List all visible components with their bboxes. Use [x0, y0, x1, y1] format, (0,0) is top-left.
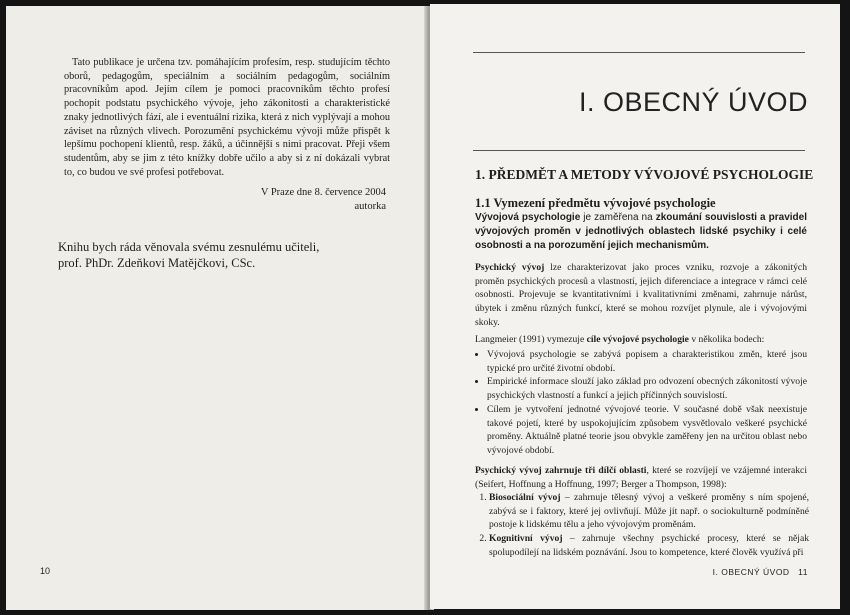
- dedication: [58, 239, 388, 271]
- chapter-title: 1. PŘEDMĚT A METODY VÝVOJOVÉ PSYCHOLOGIE: [475, 167, 814, 182]
- list-item: [489, 491, 809, 532]
- definition-paragraph: [475, 211, 807, 252]
- dedication-line: Knihu bych ráda věnovala svému zesnulému učiteli,: [58, 240, 320, 254]
- definition-term: Vývojová psychologie: [475, 212, 581, 223]
- signature-author: autorka: [354, 201, 386, 212]
- definition-body: zkoumání souvislosti a pravidel vývojových proměn v jednotlivých oblastech lidské psychiky i celé osobnosti a na porozumění jejich mechanismům.: [475, 212, 807, 251]
- running-footer: [713, 567, 808, 577]
- goals-list: [475, 348, 807, 458]
- paragraph-psychic-development: [475, 261, 807, 330]
- title-rule: [473, 150, 805, 151]
- paragraph-body: lze charakterizovat jako proces vzniku, rozvoje a zákonitých proměn psychických procesů a vlastností, jejich diferenciace a integrace v rámci celé osobnosti. Projevuje se kvantitativními i kvalitativními změnami, zahrnuje nárůst, úbytek i změnu různých funkcí, které se mohou rozvíjet plynule, ale i vývojovými skoky.: [475, 262, 807, 328]
- areas-list: [475, 491, 809, 560]
- item-body: – zahrnuje všechny psychické procesy, které se nějak spolupodílejí na lidském poznávání. Jsou to kompetence, které člověk využívá při: [489, 533, 809, 558]
- definition-connector: je zaměřena na: [580, 212, 656, 223]
- list-item: • Vývojová psychologie se zabývá popisem a charakteristikou změn, které jsou typické pro určité životní období.: [487, 348, 807, 375]
- paragraph-goals: [475, 333, 807, 347]
- paragraph-term: Psychický vývoj: [475, 262, 545, 273]
- part-title: I. OBECNÝ ÚVOD: [578, 87, 808, 117]
- item-term: Biosociální vývoj: [489, 492, 561, 503]
- paragraph-text: Langmeier (1991) vymezuje: [475, 334, 587, 345]
- paragraph-text: v několika bodech:: [688, 334, 765, 345]
- footer-title: I. OBECNÝ ÚVOD: [712, 567, 790, 577]
- page-number-right: 11: [798, 567, 808, 577]
- paragraph-term: cíle vývojové psychologie: [586, 334, 689, 345]
- page-number-left: 10: [40, 566, 51, 576]
- item-body: – zahrnuje tělesný vývoj a veškeré proměny s ním spojené, zabývá se i faktory, které jej ovlivňují. Může jít např. o sociokulturně podmíněné postoje k lidskému tělu a jeho vývojovým proměnám.: [489, 492, 810, 531]
- item-term: Kognitivní vývoj: [489, 533, 563, 545]
- right-page: [430, 4, 840, 609]
- signature-date: V Praze dne 8. července 2004: [260, 187, 386, 198]
- preface-text: [64, 56, 390, 179]
- list-item: • Empirické informace slouží jako základ pro odvození obecných zákonitostí vývoje psychických vlastností a funkcí a jejich příčinných souvislostí.: [487, 375, 807, 402]
- section-title: 1.1 Vymezení předmětu vývojové psychologie: [475, 196, 716, 210]
- paragraph-term: Psychický vývoj zahrnuje tři dílčí oblasti: [475, 465, 647, 476]
- paragraph-body: , které se rozvíjejí ve vzájemné interakci (Seifert, Hoffnung a Hoffnung, 1997; Berger a Thompson, 1998):: [475, 465, 807, 490]
- list-item: [489, 532, 809, 559]
- preface-paragraph: Tato publikace je určena tzv. pomáhajícím profesím, resp. studujícím těchto oborů, pedagogům, speciálním a sociálním pedagogům, sociálním pracovníkům apod. Jejím cílem je pomoci pracovníkům těchto profesí pochopit podstatu psychického vývoje, jeho zákonitosti a charakteristické znaky jednotlivých fází, ale i eventuální rizika, která z nich vyplývají a mohou záviset na různých vlivech. Porozumění psychickému vývoji může přispět k lepšímu pochopení klientů, resp. žáků, a účinnější s nimi pracovat. Přeji všem studentům, aby se jim z této knížky dobře učilo a aby si z ní dokázali vybrat to, co budou ve své profesi potřebovat.: [64, 57, 390, 178]
- top-rule: [473, 52, 805, 53]
- left-page: [6, 6, 426, 610]
- list-item: • Cílem je vytvoření jednotné vývojové teorie. V současné době však neexistuje takové pojetí, které by uspokojujícím způsobem vysvětlovalo veškeré psychické proměny. Aktuálně platné teorie jsou obvykle zaměřeny jen na určitou oblast nebo vývojové období.: [487, 403, 807, 458]
- dedication-line: prof. PhDr. Zdeňkovi Matějčkovi, CSc.: [58, 256, 256, 270]
- paragraph-areas: [475, 464, 807, 491]
